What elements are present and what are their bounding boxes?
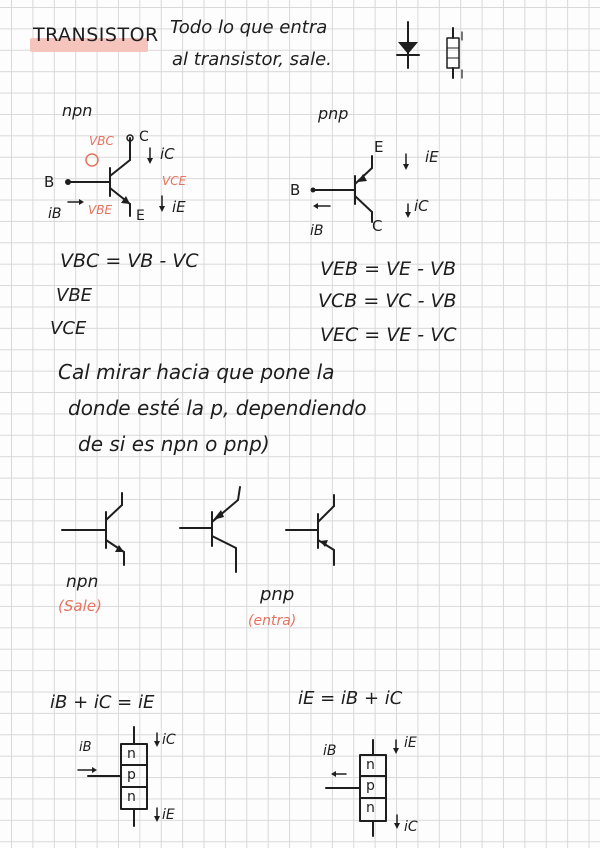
npn-equation-2: VBE: [56, 285, 93, 306]
npn-heading: npn: [62, 101, 93, 120]
pnp-current-equation: iE = iB + iC: [298, 688, 403, 709]
npn-symbol: [62, 493, 124, 565]
pnp-block-ib: iB: [323, 743, 337, 759]
diode-icon: [397, 22, 419, 68]
note-line-1: Todo lo que entra: [170, 17, 328, 38]
note-line-2: al transistor, sale.: [172, 49, 332, 70]
npn-label-vce: VCE: [162, 174, 187, 188]
npn-terminal-emitter: E: [136, 208, 145, 224]
pnp-equation-3: VEC = VE - VC: [320, 324, 457, 346]
npn-current-ie: iE: [172, 198, 186, 216]
npn-symbol-note: (Sale): [58, 597, 102, 615]
pnp-heading: pnp: [318, 104, 349, 123]
pnp-symbol-schematic: [311, 154, 412, 222]
pnp-layer-bottom: n: [366, 800, 375, 816]
pnp-current-ic: iC: [414, 197, 429, 215]
stacked-block-icon: [447, 28, 462, 78]
rule-line-1: Cal mirar hacia que pone la: [58, 360, 335, 384]
pnp-block-ic: iC: [404, 819, 418, 835]
pnp-layer-middle: p: [366, 778, 375, 794]
npn-layer-top: n: [127, 746, 136, 762]
npn-label-vbc: VBC: [89, 134, 114, 148]
npn-block-ie: iE: [162, 807, 175, 823]
npn-current-ic: iC: [160, 145, 175, 163]
pnp-block-ie: iE: [404, 735, 417, 751]
npn-terminal-collector: C: [139, 129, 149, 145]
npn-layer-middle: p: [127, 767, 136, 783]
npn-label-vbe: VBE: [88, 203, 113, 217]
npn-symbol-label: npn: [66, 572, 99, 592]
pnp-block-diagram: [326, 740, 400, 836]
pnp-symbol-variant-2: [286, 495, 334, 565]
npn-block-ib: iB: [79, 740, 92, 755]
npn-current-equation: iB + iC = iE: [50, 692, 155, 713]
npn-block-ic: iC: [162, 732, 176, 748]
npn-equation-1: VBC = VB - VC: [60, 250, 199, 272]
pnp-layer-top: n: [366, 757, 375, 773]
pnp-current-ie: iE: [425, 148, 439, 166]
page-title: TRANSISTOR: [33, 24, 159, 46]
npn-terminal-base: B: [44, 173, 55, 191]
pnp-current-ib: iB: [310, 223, 324, 239]
npn-symbol-schematic: [65, 135, 165, 216]
rule-line-2: donde esté la p, dependiendo: [68, 396, 367, 420]
pnp-terminal-emitter: E: [374, 138, 384, 156]
npn-equation-3: VCE: [50, 318, 87, 339]
rule-line-3: de si es npn o pnp): [78, 432, 270, 456]
npn-layer-bottom: n: [127, 789, 136, 805]
npn-current-ib: iB: [48, 206, 62, 222]
pnp-terminal-base: B: [290, 181, 301, 199]
pnp-terminal-collector: C: [372, 217, 383, 235]
pnp-equation-1: VEB = VE - VB: [320, 258, 457, 280]
pnp-symbol-label: pnp: [260, 584, 295, 605]
pnp-symbol-note: (entra): [248, 613, 297, 629]
pnp-equation-2: VCB = VC - VB: [318, 290, 457, 312]
pnp-symbol-variant-1: [180, 487, 240, 572]
